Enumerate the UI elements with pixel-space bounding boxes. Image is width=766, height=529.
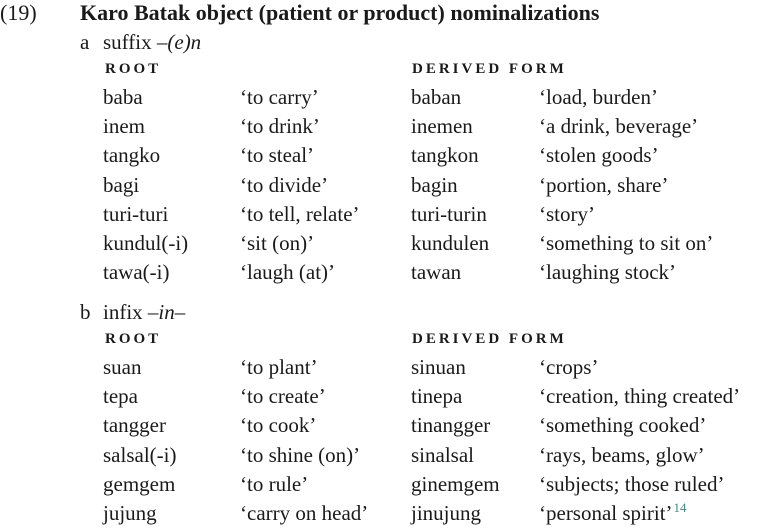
cell-dgloss: ‘a drink, beverage’ <box>539 114 699 139</box>
cell-root: turi-turi <box>103 201 169 226</box>
section-b-label <box>103 300 185 325</box>
cell-root: tawa(-i) <box>103 260 170 285</box>
cell-root: inem <box>103 114 145 139</box>
cell-gloss: ‘to drink’ <box>240 114 320 139</box>
cell-derived: tinangger <box>411 413 491 438</box>
cell-derived: tangkon <box>411 143 479 168</box>
cell-root: suan <box>103 355 142 379</box>
cell-derived: sinuan <box>411 355 466 379</box>
cell-gloss: ‘laugh (at)’ <box>240 260 336 285</box>
section-a-col-root: ROOT <box>105 61 162 77</box>
cell-root: kundul(-i) <box>103 231 189 255</box>
cell-gloss: ‘to carry’ <box>240 85 319 109</box>
cell-gloss: ‘sit (on)’ <box>240 231 315 255</box>
cell-root: tangger <box>103 413 166 438</box>
cell-gloss: ‘carry on head’ <box>240 501 369 525</box>
cell-derived: ginemgem <box>411 471 500 496</box>
cell-dgloss: ‘story’ <box>539 201 595 226</box>
cell-dgloss: ‘crops’ <box>539 355 599 379</box>
cell-gloss: ‘to tell, relate’ <box>240 201 360 226</box>
cell-dgloss: ‘stolen goods’ <box>539 143 659 168</box>
cell-gloss: ‘to plant’ <box>240 355 318 379</box>
cell-gloss: ‘to create’ <box>240 384 326 409</box>
cell-dgloss: ‘rays, beams, glow’ <box>539 442 705 467</box>
section-b-letter: b <box>80 300 91 324</box>
cell-derived: baban <box>411 85 462 109</box>
cell-root: gemgem <box>103 471 176 496</box>
cell-derived: sinalsal <box>411 442 474 467</box>
section-b-label-plain: infix <box>103 300 148 324</box>
section-b-label-affix: –in– <box>147 300 186 324</box>
section-b-col-root: ROOT <box>105 331 162 347</box>
cell-derived: bagin <box>411 172 458 197</box>
cell-derived: kundulen <box>411 231 490 255</box>
cell-dgloss: ‘subjects; those ruled’ <box>539 471 725 496</box>
cell-dgloss <box>539 501 687 526</box>
section-b-col-derived: DERIVED FORM <box>412 331 567 347</box>
section-a-label <box>103 30 201 55</box>
cell-dgloss: ‘something cooked’ <box>539 413 707 438</box>
example-title: Karo Batak object (patient or product) nominalizations <box>80 0 600 25</box>
cell-dgloss: ‘something to sit on’ <box>539 231 714 255</box>
cell-root: baba <box>103 85 143 109</box>
section-a-label-affix: –(e)n <box>156 30 202 54</box>
cell-dgloss: ‘portion, share’ <box>539 172 669 197</box>
cell-gloss: ‘to rule’ <box>240 471 309 496</box>
cell-gloss: ‘to cook’ <box>240 413 317 438</box>
cell-root: bagi <box>103 172 140 197</box>
cell-dgloss-text: ‘personal spirit’ <box>539 501 673 525</box>
cell-root: jujung <box>103 501 157 525</box>
cell-derived: turi-turin <box>411 201 487 226</box>
cell-dgloss: ‘laughing stock’ <box>539 260 677 285</box>
example-number: (19) <box>0 0 37 25</box>
cell-derived: tawan <box>411 260 462 285</box>
cell-root: salsal(-i) <box>103 442 177 467</box>
section-a-letter: a <box>80 30 90 54</box>
cell-derived: jinujung <box>411 501 482 525</box>
section-a-label-plain: suffix <box>103 30 157 54</box>
cell-gloss: ‘to shine (on)’ <box>240 442 361 467</box>
cell-root: tangko <box>103 143 161 168</box>
cell-dgloss: ‘creation, thing created’ <box>539 384 741 409</box>
cell-derived: tinepa <box>411 384 463 409</box>
section-a-col-derived: DERIVED FORM <box>412 61 567 77</box>
cell-gloss: ‘to divide’ <box>240 172 329 197</box>
cell-derived: inemen <box>411 114 473 139</box>
cell-root: tepa <box>103 384 138 409</box>
footnote-marker[interactable]: 14 <box>673 500 687 515</box>
cell-gloss: ‘to steal’ <box>240 143 315 168</box>
cell-dgloss: ‘load, burden’ <box>539 85 658 109</box>
